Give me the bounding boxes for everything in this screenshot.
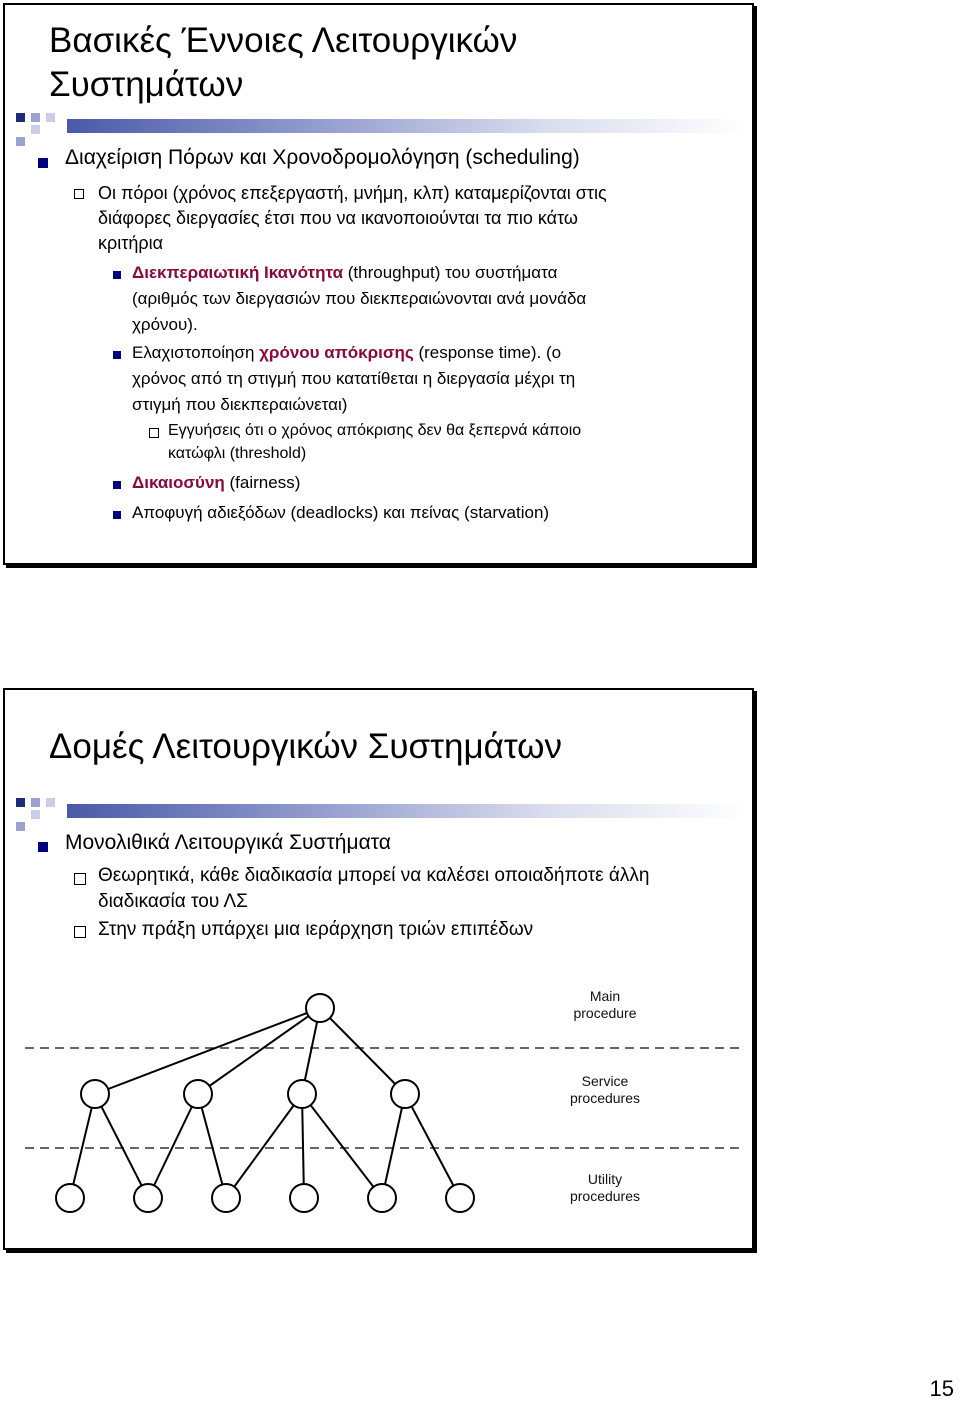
bullet-fairness <box>132 473 300 493</box>
deco-square <box>46 113 55 122</box>
response-pre: Ελαχιστοποίηση <box>132 343 260 362</box>
utility-procedure-node <box>56 1184 84 1212</box>
main-procedure-node <box>306 994 334 1022</box>
bullet-resources-text: διάφορες διεργασίες έτσι που να ικανοποιούνται τα πιο κάτω <box>98 208 578 228</box>
page-number: 15 <box>929 1376 954 1401</box>
service-procedure-node <box>288 1080 316 1108</box>
bullet-guarantees: Εγγυήσεις ότι ο χρόνος απόκρισης δεν θα ξεπερνά κάποιο <box>168 422 582 439</box>
main-procedure-label-line2: procedure <box>573 1005 637 1021</box>
bullet-square-icon <box>113 481 121 489</box>
deco-square <box>31 125 40 134</box>
slide-title: Δομές Λειτουργικών Συστημάτων <box>49 727 563 766</box>
bullet-theoretically-cont: διαδικασία του ΛΣ <box>98 891 248 912</box>
service-procedures-label-line1: Service <box>581 1073 629 1089</box>
deco-square <box>31 113 40 122</box>
bullet-throughput-cont: (αριθμός των διεργασιών που διεκπεραιώνονται ανά μονάδα <box>132 289 587 308</box>
response-text: (response time). (ο <box>413 343 562 362</box>
bullet-deadlocks: Αποφυγή αδιεξόδων (deadlocks) και πείνας (starvation) <box>132 503 550 522</box>
throughput-term: Διεκπεραιωτική Ικανότητα <box>132 263 344 282</box>
slide-os-structures <box>3 688 754 1250</box>
bullet-resources-text: Οι πόροι (χρόνος επεξεργαστή, μνήμη, κλπ) καταμερίζονται στις <box>98 183 607 203</box>
bullet-theoretically: Θεωρητικά, κάθε διαδικασία μπορεί να καλέσει οποιαδήποτε άλλη <box>98 865 650 886</box>
fairness-term: Δικαιοσύνη <box>132 473 225 492</box>
utility-procedure-node <box>290 1184 318 1212</box>
throughput-text: (throughput) του συστήματα <box>343 263 558 282</box>
procedure-hierarchy-diagram <box>5 690 752 1248</box>
bullet-resources-text: κριτήρια <box>98 233 164 253</box>
bullet-response-time <box>132 343 561 363</box>
bullet-monolithic: Μονολιθικά Λειτουργικά Συστήματα <box>65 831 391 854</box>
service-procedure-node <box>184 1080 212 1108</box>
bullet-resource-management: Διαχείριση Πόρων και Χρονοδρομολόγηση (scheduling) <box>65 146 580 169</box>
bullet-throughput <box>132 263 557 283</box>
bullet-open-square-icon <box>74 189 84 199</box>
utility-procedures-label-line2: procedures <box>569 1188 641 1204</box>
utility-procedure-node <box>134 1184 162 1212</box>
bullet-square-icon <box>113 511 121 519</box>
deco-square <box>16 113 25 122</box>
slide-basic-concepts <box>3 3 754 565</box>
deco-square <box>16 137 25 146</box>
main-procedure-label-line1: Main <box>589 988 621 1004</box>
bullet-throughput-cont: χρόνου). <box>132 315 198 334</box>
service-procedure-node <box>81 1080 109 1108</box>
title-decoration-bar <box>11 111 751 141</box>
bullet-response-cont: χρόνος από τη στιγμή που κατατίθεται η διεργασία μέχρι τη <box>132 369 576 388</box>
gradient-bar <box>67 119 747 133</box>
utility-procedures-label-line1: Utility <box>587 1171 623 1187</box>
utility-procedure-node <box>446 1184 474 1212</box>
bullet-guarantees-cont: κατώφλι (threshold) <box>168 445 307 462</box>
slide-title-line2: Συστημάτων <box>49 65 244 104</box>
bullet-response-cont: στιγμή που διεκπεραιώνεται) <box>132 395 348 414</box>
utility-procedure-node <box>212 1184 240 1212</box>
slide-title-line1: Βασικές Έννοιες Λειτουργικών <box>49 21 518 60</box>
bullet-square-icon <box>113 271 121 279</box>
service-procedure-node <box>391 1080 419 1108</box>
bullet-in-practice: Στην πράξη υπάρχει μια ιεράρχηση τριών επιπέδων <box>98 919 534 940</box>
fairness-text: (fairness) <box>224 473 301 492</box>
utility-procedure-node <box>368 1184 396 1212</box>
service-procedures-label-line2: procedures <box>569 1090 641 1106</box>
bullet-square-icon <box>38 158 48 168</box>
response-term: χρόνου απόκρισης <box>259 343 414 362</box>
bullet-square-icon <box>113 351 121 359</box>
bullet-open-square-icon <box>149 428 159 438</box>
